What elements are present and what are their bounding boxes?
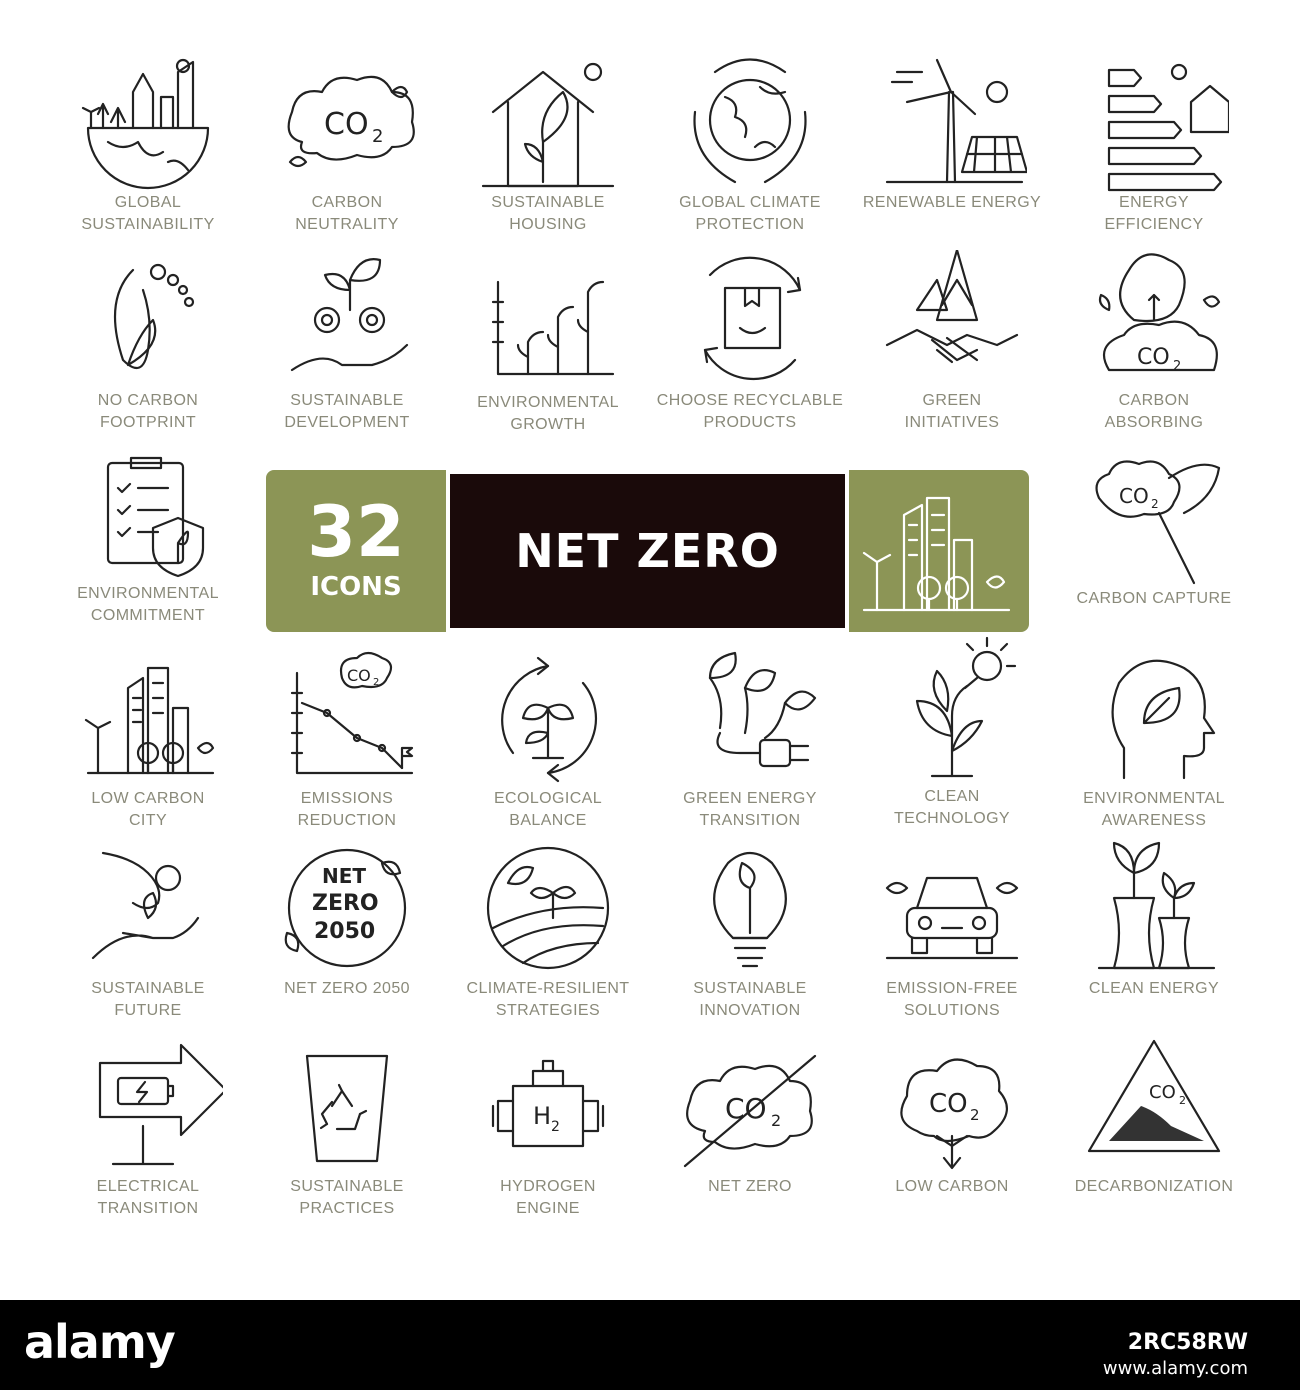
icon-label: SUSTAINABLE PRACTICES — [290, 1178, 404, 1217]
icon-cell-global-climate-protection — [650, 52, 850, 236]
icon-cell-environmental-awareness — [1054, 648, 1254, 832]
icon-label: CARBON ABSORBING — [1104, 392, 1204, 431]
plant-plug-icon — [675, 648, 825, 788]
electric-car-icon — [877, 838, 1027, 978]
icon-label: EMISSION-FREE SOLUTIONS — [886, 980, 1018, 1019]
icon-cell-carbon-capture — [1054, 448, 1254, 610]
icon-cell-electrical-transition — [48, 1036, 248, 1220]
title-banner — [450, 474, 845, 628]
icon-label: GLOBAL CLIMATE PROTECTION — [679, 194, 821, 233]
handshake-trees-icon — [877, 250, 1027, 390]
recycle-bin-icon — [272, 1036, 422, 1176]
icon-label: SUSTAINABLE FUTURE — [91, 980, 205, 1019]
svg-text:CO: CO — [1137, 345, 1170, 370]
svg-text:2: 2 — [373, 677, 380, 688]
icon-count: 32 — [307, 491, 405, 573]
svg-text:CO: CO — [929, 1089, 968, 1119]
icon-label: CLEAN ENERGY — [1088, 980, 1220, 997]
svg-text:2: 2 — [771, 1111, 782, 1130]
icon-cell-hydrogen-engine — [448, 1036, 648, 1220]
city-badge — [849, 470, 1029, 632]
icon-cell-net-zero — [650, 1036, 850, 1198]
icon-cell-low-carbon-city — [48, 648, 248, 832]
green-city-icon — [849, 470, 1029, 632]
icon-cell-sustainable-future — [48, 838, 248, 1022]
icon-label: GLOBAL SUSTAINABILITY — [81, 194, 215, 233]
icon-cell-carbon-absorbing — [1054, 250, 1254, 434]
icon-label: ENVIRONMENTAL AWARENESS — [1083, 790, 1225, 829]
svg-text:H: H — [533, 1102, 552, 1130]
svg-text:CO: CO — [725, 1092, 767, 1125]
icon-label: ELECTRICAL TRANSITION — [96, 1178, 200, 1217]
sprout-cycle-icon — [473, 648, 623, 788]
wind-solar-icon — [877, 52, 1027, 192]
co2-arrow-down-icon — [877, 1036, 1027, 1176]
icon-label: EMISSIONS REDUCTION — [297, 790, 397, 829]
icon-label: SUSTAINABLE INNOVATION — [693, 980, 807, 1019]
svg-text:2: 2 — [1179, 1094, 1186, 1107]
icon-cell-sustainable-practices — [247, 1036, 447, 1220]
icon-cell-climate-resilient-strategies — [448, 838, 648, 1022]
icon-label: SUSTAINABLE HOUSING — [491, 194, 605, 233]
recycle-box-icon — [675, 250, 825, 390]
clipboard-shield-icon — [73, 448, 223, 583]
svg-text:NET: NET — [322, 864, 367, 888]
icon-cell-environmental-growth — [448, 262, 648, 436]
svg-text:2050: 2050 — [314, 919, 376, 944]
icon-count-label: ICONS — [310, 572, 402, 602]
icon-label: NO CARBON FOOTPRINT — [97, 392, 199, 431]
h2-engine-icon — [473, 1036, 623, 1176]
icon-label: ENVIRONMENTAL GROWTH — [477, 394, 619, 433]
icon-label: CHOOSE RECYCLABLE PRODUCTS — [656, 392, 844, 431]
icon-label: RENEWABLE ENERGY — [862, 194, 1042, 211]
icon-label: LOW CARBON CITY — [91, 790, 205, 829]
head-leaf-icon — [1079, 648, 1229, 788]
icon-label: GREEN ENERGY TRANSITION — [683, 790, 817, 829]
icon-cell-carbon-neutrality — [247, 52, 447, 236]
icon-cell-green-energy-transition — [650, 648, 850, 832]
icon-cell-emission-free-solutions — [852, 838, 1052, 1022]
svg-text:CO: CO — [324, 107, 369, 142]
footprint-leaf-icon — [73, 250, 223, 390]
net-zero-2050-icon — [272, 838, 422, 978]
declining-chart-icon — [272, 648, 422, 788]
image-id: 2RC58RW — [1127, 1330, 1248, 1355]
trees-co2-icon — [1079, 250, 1229, 390]
hands-globe-icon — [675, 52, 825, 192]
icon-cell-net-zero-2050 — [247, 838, 447, 1000]
icon-cell-green-initiatives — [852, 250, 1052, 434]
svg-text:2: 2 — [372, 126, 384, 147]
battery-sign-icon — [73, 1036, 223, 1176]
bulb-plant-icon — [877, 636, 1027, 786]
svg-text:2: 2 — [1173, 359, 1182, 374]
icon-count-badge — [266, 470, 446, 632]
icon-label: ENERGY EFFICIENCY — [1104, 194, 1204, 233]
stock-footer — [0, 1300, 1300, 1390]
brand-logo: alamy — [24, 1315, 175, 1369]
site-url: www.alamy.com — [1102, 1358, 1248, 1379]
icon-cell-energy-efficiency — [1054, 52, 1254, 236]
icon-cell-sustainable-development — [247, 250, 447, 434]
icon-cell-clean-technology — [852, 636, 1052, 830]
crossed-co2-icon — [675, 1036, 825, 1176]
icon-cell-ecological-balance — [448, 648, 648, 832]
icon-cell-environmental-commitment — [48, 448, 248, 627]
icon-cell-choose-recyclable-products — [650, 250, 850, 434]
page-title: NET ZERO — [515, 524, 780, 578]
svg-text:ZERO: ZERO — [312, 891, 379, 916]
green-city-icon — [73, 648, 223, 788]
icon-label: CLEAN TECHNOLOGY — [893, 788, 1010, 827]
icon-label: CARBON NEUTRALITY — [295, 194, 399, 233]
icon-label: CLIMATE-RESILIENT STRATEGIES — [466, 980, 630, 1019]
icon-cell-sustainable-housing — [448, 52, 648, 236]
svg-text:2: 2 — [551, 1119, 560, 1135]
icon-cell-sustainable-innovation — [650, 838, 850, 1022]
icon-cell-no-carbon-footprint — [48, 250, 248, 434]
svg-text:CO: CO — [347, 666, 371, 685]
icon-label: ENVIRONMENTAL COMMITMENT — [77, 585, 219, 624]
icon-cell-decarbonization — [1054, 1036, 1254, 1198]
plant-chart-icon — [473, 262, 623, 392]
leaf-bulb-icon — [675, 838, 825, 978]
icon-label: GREEN INITIATIVES — [904, 392, 1000, 431]
icon-label: DECARBONIZATION — [1074, 1178, 1234, 1195]
co2-cloud-icon — [272, 52, 422, 192]
icon-label: ECOLOGICAL BALANCE — [493, 790, 603, 829]
icon-label: CARBON CAPTURE — [1076, 590, 1232, 607]
hand-gears-plant-icon — [272, 250, 422, 390]
icon-cell-emissions-reduction — [247, 648, 447, 832]
svg-text:2: 2 — [1151, 497, 1159, 511]
icon-label: HYDROGEN ENGINE — [500, 1178, 596, 1217]
field-sprout-icon — [473, 838, 623, 978]
leaf-house-icon — [473, 52, 623, 192]
icon-label: NET ZERO — [708, 1178, 792, 1195]
cooling-tower-leaves-icon — [1079, 838, 1229, 978]
energy-rating-icon — [1079, 52, 1229, 192]
icon-cell-renewable-energy — [852, 52, 1052, 214]
svg-text:2: 2 — [970, 1106, 980, 1124]
co2-slope-sign-icon — [1079, 1036, 1229, 1176]
icon-cell-clean-energy — [1054, 838, 1254, 1000]
svg-text:CO: CO — [1119, 484, 1149, 508]
icon-label: SUSTAINABLE DEVELOPMENT — [284, 392, 410, 431]
icon-cell-low-carbon — [852, 1036, 1052, 1198]
net-co2-icon — [1079, 448, 1229, 588]
icon-cell-global-sustainability — [48, 52, 248, 236]
globe-city-icon — [73, 52, 223, 192]
hands-seed-icon — [73, 838, 223, 978]
icon-label: LOW CARBON — [895, 1178, 1009, 1195]
icon-label: NET ZERO 2050 — [284, 980, 410, 997]
svg-text:CO: CO — [1149, 1082, 1176, 1103]
